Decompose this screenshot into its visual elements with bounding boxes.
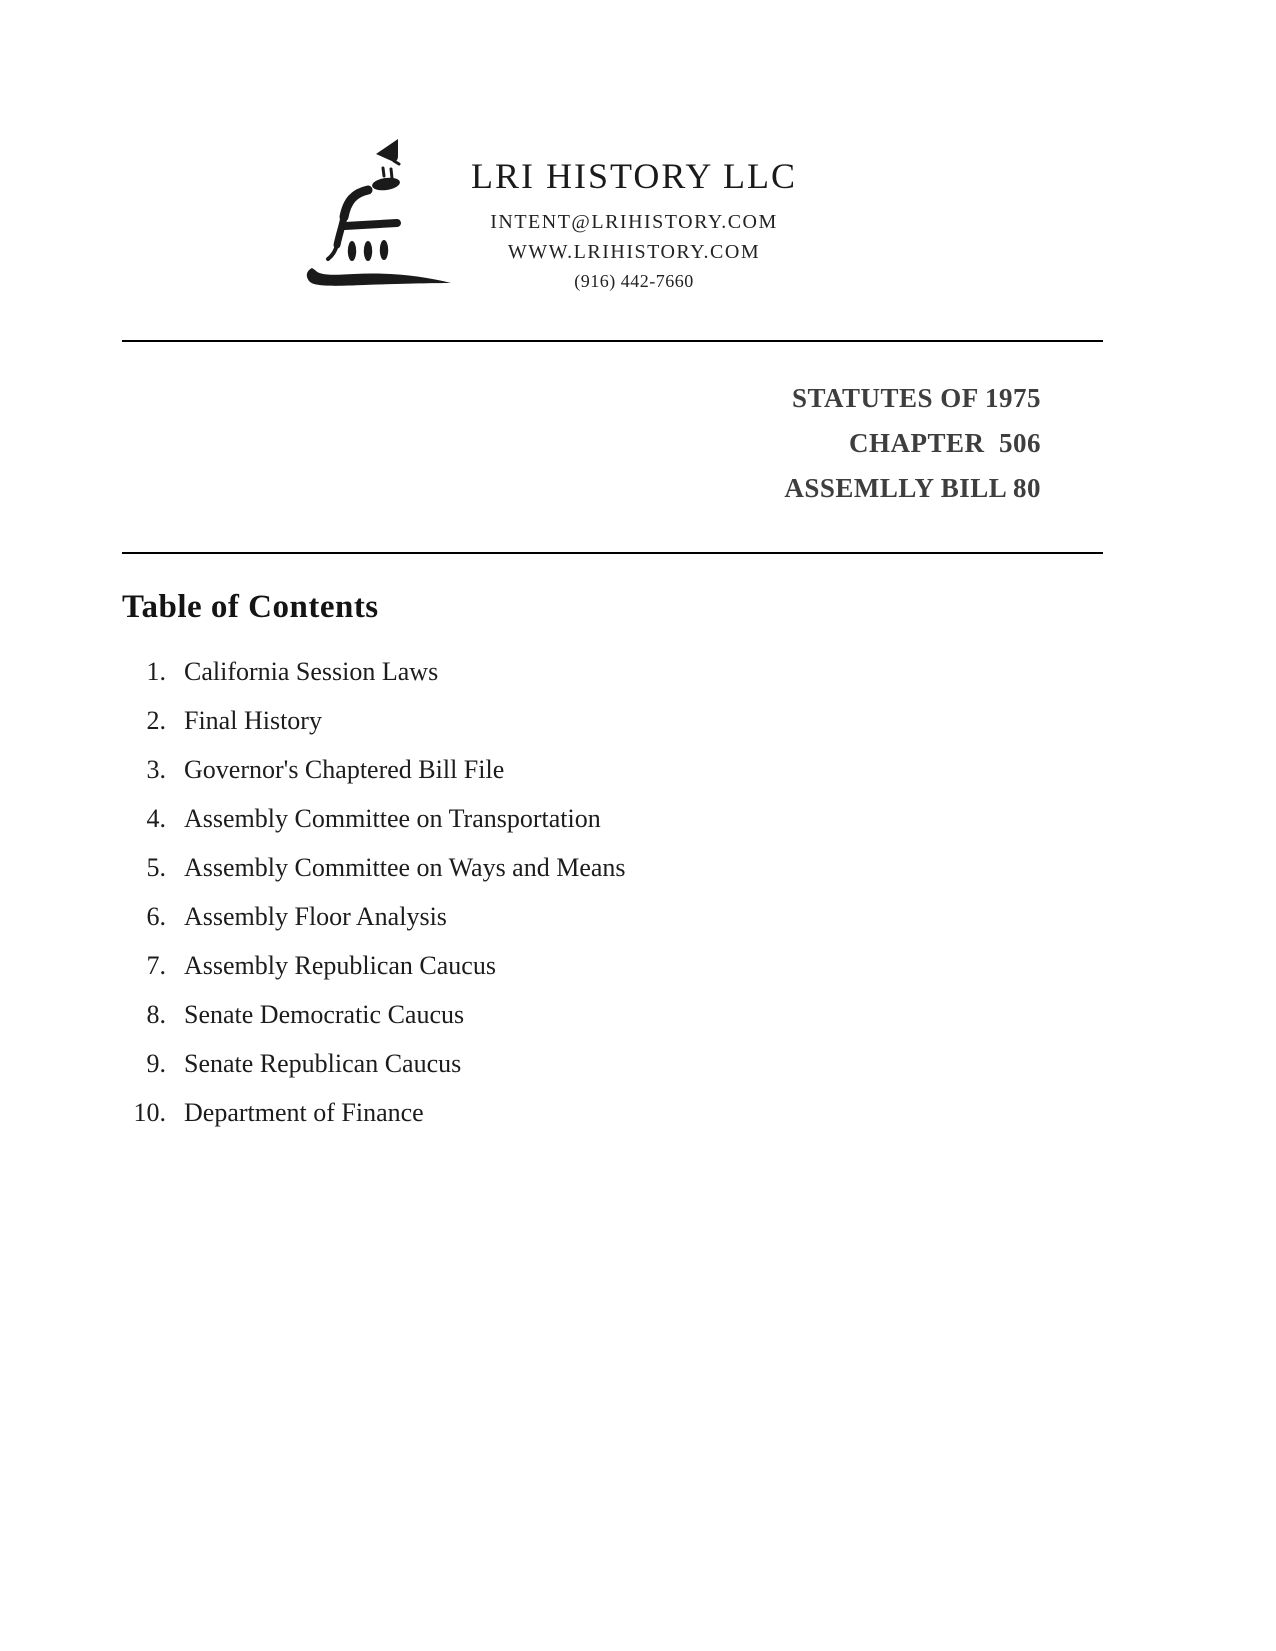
horizontal-rule-top — [122, 340, 1103, 342]
toc-item — [100, 647, 1000, 696]
toc-item-label: Department of Finance — [184, 1097, 424, 1127]
toc-item-label: Assembly Committee on Transportation — [184, 803, 601, 833]
toc-item-number: 3. — [146, 754, 166, 784]
toc-item-label: Assembly Committee on Ways and Means — [184, 852, 626, 882]
toc-item-number: 7. — [146, 950, 166, 980]
company-email: INTENT@LRIHISTORY.COM — [490, 211, 778, 233]
toc-item-number: 6. — [146, 901, 166, 931]
statutes-year-line: STATUTES OF 1975 — [791, 383, 1041, 413]
toc-item — [100, 843, 1000, 892]
toc-item-label: California Session Laws — [184, 656, 439, 686]
toc-item — [100, 794, 1000, 843]
company-website: WWW.LRIHISTORY.COM — [507, 241, 761, 263]
toc-item-number: 8. — [146, 999, 166, 1029]
toc-item-label: Assembly Floor Analysis — [184, 901, 447, 931]
toc-item-number: 1. — [146, 656, 166, 686]
toc-item-label: Governor's Chaptered Bill File — [184, 754, 505, 784]
toc-item-number: 2. — [146, 705, 166, 735]
toc-item-number: 9. — [146, 1048, 166, 1078]
assembly-bill-line: ASSEMLLY BILL 80 — [784, 473, 1041, 503]
capitol-dome-sketch-icon — [294, 120, 462, 292]
toc-item-number: 4. — [146, 803, 166, 833]
toc-item — [100, 892, 1000, 941]
toc-item-label: Senate Republican Caucus — [184, 1048, 462, 1078]
toc-item-label: Assembly Republican Caucus — [184, 950, 496, 980]
toc-item-label: Senate Democratic Caucus — [184, 999, 465, 1029]
toc-item — [100, 990, 1000, 1039]
toc-item — [100, 941, 1000, 990]
toc-heading: Table of Contents — [122, 589, 379, 625]
horizontal-rule-middle — [122, 552, 1103, 554]
toc-item-label: Final History — [184, 705, 322, 735]
toc-item — [100, 1039, 1000, 1088]
company-name: LRI HISTORY LLC — [470, 156, 797, 196]
toc-item — [100, 745, 1000, 794]
toc-item — [100, 696, 1000, 745]
toc-item — [100, 1088, 1000, 1137]
statute-reference-block — [784, 376, 1041, 511]
toc-item-number: 10. — [133, 1097, 166, 1127]
company-phone: (916) 442-7660 — [574, 271, 694, 291]
toc-list — [100, 647, 1000, 1137]
chapter-line: CHAPTER 506 — [848, 428, 1041, 458]
toc-item-number: 5. — [146, 852, 166, 882]
